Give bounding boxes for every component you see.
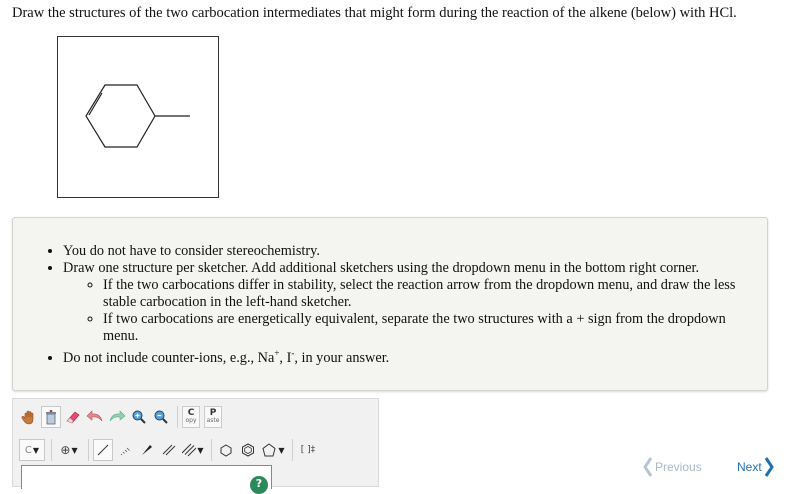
instruction-subitem: ◦ If two carbocations are energetically equivalent, separate the two structures with a + sign from the dropdown menu. [103, 311, 763, 345]
eraser-icon[interactable] [63, 406, 83, 428]
element-select[interactable]: C ▼ [19, 439, 45, 461]
zoom-in-icon[interactable] [129, 406, 149, 428]
chevron-down-icon: ▼ [278, 445, 285, 455]
paste-button[interactable]: P aste [204, 406, 222, 428]
instruction-subitem: ◦ If the two carbocations differ in stability, select the reaction arrow from the dropdown menu, and draw the less stable carbocation in the left-hand sketcher. [103, 277, 763, 311]
molecule-figure [57, 36, 219, 198]
help-icon[interactable]: ? [250, 476, 268, 494]
chevron-left-icon [643, 457, 653, 477]
question-text: Draw the structures of the two carbocation intermediates that might form during the reaction of the alkene (below) with HCl. [12, 5, 737, 21]
undo-icon[interactable] [85, 406, 105, 428]
copy-button[interactable]: C opy [182, 406, 200, 428]
wedge-bond-icon[interactable] [137, 439, 157, 461]
toolbar-divider [177, 406, 178, 428]
charge-select[interactable]: ⊕ ▼ [60, 443, 78, 457]
hand-tool-icon[interactable] [19, 406, 39, 428]
triple-bond-select[interactable] [181, 439, 205, 461]
redo-icon[interactable] [107, 406, 127, 428]
toolbar-divider [51, 439, 52, 461]
zoom-out-icon[interactable] [151, 406, 171, 428]
toolbar-divider [292, 439, 293, 461]
instruction-item: • Draw one structure per sketcher. Add additional sketchers using the dropdown menu in the bottom right corner. ◦ If the two carbocations differ in stability, select the reaction arrow from the dropdown menu, and draw the less stable carbocation in the left-hand sketcher. ◦ If two carbocations are energetically equivalent, separate the two structures with a + sign from the dropdown menu. [63, 260, 763, 345]
chevron-down-icon: ▼ [32, 445, 40, 455]
toolbar-divider [211, 439, 212, 461]
sketch-canvas[interactable] [21, 465, 272, 489]
sketcher-toolbar-bottom [19, 437, 321, 463]
bracket-tool[interactable]: [ ]‡ [300, 445, 316, 455]
instructions-panel [12, 217, 768, 391]
sketcher-toolbar-top [19, 404, 226, 430]
chevron-down-icon: ▼ [197, 445, 204, 455]
chevron-down-icon: ▼ [71, 445, 78, 455]
reagent: HCl [708, 5, 734, 21]
hashed-bond-icon[interactable] [115, 439, 135, 461]
sketcher [12, 398, 379, 490]
instruction-item: • Do not include counter-ions, e.g., Na+, I-, in your answer. [63, 350, 763, 367]
methylcyclohexene-structure-icon [58, 37, 218, 197]
double-bond-icon[interactable] [159, 439, 179, 461]
next-button[interactable]: Next [737, 457, 774, 477]
instruction-item: • You do not have to consider stereochemistry. [63, 243, 763, 260]
toolbar-divider [88, 439, 89, 461]
single-bond-icon[interactable] [93, 439, 113, 461]
cyclopropane-ring-icon[interactable] [216, 439, 236, 461]
clear-canvas-icon[interactable] [41, 406, 61, 428]
benzene-ring-icon[interactable] [238, 439, 258, 461]
ring-select[interactable] [260, 439, 286, 461]
previous-button[interactable]: Previous [643, 457, 702, 477]
chevron-right-icon [764, 457, 774, 477]
